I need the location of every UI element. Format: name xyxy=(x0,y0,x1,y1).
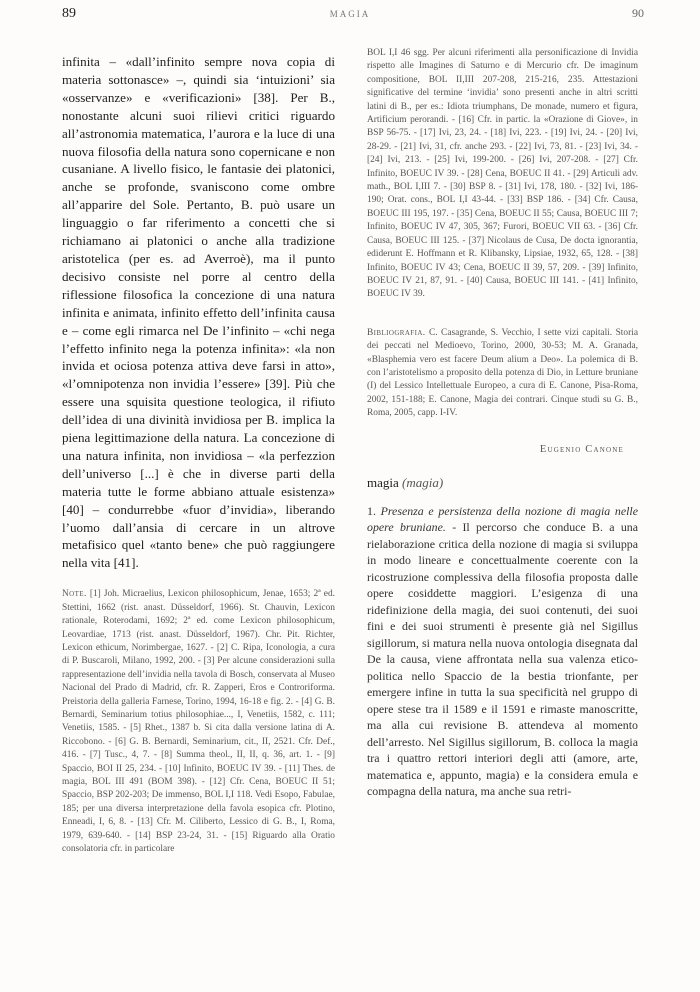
author-signature: Eugenio Canone xyxy=(539,443,624,455)
body-paragraph: infinita – «dall’infinito sempre nova copia di materia sottonasce» –, quindi sia ‘intuizioni’ sia «osservanze» e «verificazioni» [38]. Per B., nonostante alcuni suoi rilievi critici riguardo all’astronomia matematica, l’aurora e la luce di una nuova filosofia della natura sono copernicane e non cusaniane. A livello fisico, le fantasie dei platonici, anche se profonde, svaniscono come ombre all’apparire del Sole. Pertanto, B. può usare un linguaggio o far riferimento a concetti che si richiamano ai platonici o anche alla tradizione aristotelica (per es. ad Averroè), ma il punto decisivo consiste nel porre al centro della riflessione filosofica la concezione di una natura infinita e animata, infinito effetto dell’infinita causa e – come egli rimarca nel De l’infinito – «chi nega l’effetto infinito nega la potenza infinita»: «la non invida et ociosa potenza attiva deve farsi in atto», «l’omnipotenza non invidia l’essere» [39]. Più che essere una squisita questione teologica, il rifiuto dell’idea di una divinità invidiosa per B. implica la piena legittimazione della natura. La concezione di una natura infinita, non invidiosa – «la perfezzion dell’universo [...] è che in diverse parti della materia tutte le forme abbiano attuale esistenza» [40] – condurrebbe «fuor d’invidia», liberando l’uomo dall’ansia di cercare in un altrove metafisico quel «tanto bene» che può raggiungere nella vita [41]. xyxy=(62,54,335,571)
right-column xyxy=(367,47,638,811)
notes-label: Note. xyxy=(62,589,87,600)
entry-title: magia xyxy=(367,474,399,490)
notes-block xyxy=(62,588,335,856)
bibliography xyxy=(367,327,638,421)
bibliography-label: Bibliografia. xyxy=(367,327,426,338)
entry-heading xyxy=(367,475,638,491)
page-number-left: 89 xyxy=(62,6,76,21)
section-paragraph xyxy=(367,503,638,800)
bibliography-text: C. Casagrande, S. Vecchio, I sette vizi capitali. Storia dei peccati nel Medioevo, Torino, 2000, 30-53; M. A. Granada, «Blasphemia vero est facere Deum alium a Deo». La polemica di B. con l’aristotelismo a proposito della potenza di Dio, in Letture bruniane (I) del Lessico Intellettuale Europeo, a cura di E. Canone, Pisa-Roma, 2002, 151-188; E. Canone, Magia dei contrari. Cinque studi su G. B., Roma, 2005, capp. I-IV. xyxy=(367,327,638,419)
page-number-right: 90 xyxy=(632,6,644,20)
section-number: 1. xyxy=(367,503,376,518)
notes-text: [1] Joh. Micraelius, Lexicon philosophicum, Jenae, 1653; 2ª ed. Stettini, 1662 (rist. anast. Düsseldorf, 1966). St. Chauvin, Lexicon rationale, Roterodami, 1692; 2ª ed. come Lexicon philosophicum, Leovardiae, 1713 (rist. anast. Düsseldorf, 1967). Chr. Pit. Richter, Lexicon ethicum, Norimbergae, 1627. - [2] C. Ripa, Iconologia, a cura di P. Buscaroli, Milano, 1992, 200. - [3] Per alcune considerazioni sulla rappresentazione dell’invidia nella tavola di Bosch, conservata al Museo Nacional del Prado di Madrid, cfr. R. Zapperi, Eros e Controriforma. Preistoria della galleria Farnese, Torino, 1994, 16-18 e fig. 2. - [4] G. B. Bernardi, Seminarium totius philosophiae..., I, Venetiis, 1582, c. 111; Venetiis, 1585. - [5] Rhet., 1387 b. Si cita dalla versione latina di A. Riccobono. - [6] G. B. Bernardi, Seminarium, cit., II, 2521. Cfr. Def., 416. - [7] Tusc., 4, 7. - [8] Summa theol., II, II, q. 36, art. 1. - [9] Spaccio, BOI II 25, 234. - [10] Infinito, BOEUC IV 39. - [11] Thes. de magia, BOL III 491 (BOM 398). - [12] Cfr. Cena, BOEUC II 51; Spaccio, BSP 202-203; De immenso, BOL I,I 118. Vedi Esopo, Fabulae, 185; per una diversa interpretazione della favola esopica cfr. Plotino, Enneadi, I, 6, 8. - [13] Cfr. M. Ciliberto, Lessico di G. B., I, Roma, 1979, 639-640. - [14] BSP 23-24, 31. - [15] Riguardo alla Oratio consolatoria cfr. in particolare xyxy=(62,589,335,854)
running-head: MAGIA xyxy=(329,9,371,19)
section-body: - Il percorso che conduce B. a una rielaborazione critica della nozione di magia si sviluppa in modo lineare e concettualmente coerente con la ricostruzione complessiva della filosofia proposta dalle opere cosiddette maggiori. L’esigenza di una ridefinizione della magia, dei suoi contenuti, dei suoi fini e dei suoi strumenti è presente già nel Sigillus sigillorum, si matura nella nuova ontologia disegnata dal De la causa, viene affrontata nella sua valenza etico-politica nello Spaccio de la bestia trionfante, per emergere infine in tutta la sua specificità nel gruppo di opere stese tra il 1589 e il 1591 e rimaste manoscritte, ma alla cui revisione B. attendeva al momento dell’arresto. Nel Sigillus sigillorum, B. colloca la magia tra i quattro rettori interiori degli atti (amore, arte, matematica e, appunto, magia) e la considera emula e compagna della natura, ma anche sua retri- xyxy=(367,520,639,799)
section-title: Presenza e persistenza della nozione di magia nelle opere bruniane. xyxy=(367,503,638,535)
left-column xyxy=(62,53,335,856)
entry-subtitle: (magia) xyxy=(402,474,444,490)
notes-continued: BOL I,I 46 sgg. Per alcuni riferimenti alla personificazione di Invidia rispetto alle Imagines di Saturno e di Mercurio cfr. De imaginum compositione, BOL II,III 207-208, 215-216, 235. Attestazioni significative del termine ‘invidia’ sono presenti anche in altri scritti latini di B., per es.: Idiota triumphans, De monade, numero et figura, Artificium perorandi. - [16] Cfr. in partic. la «Orazione di Giove», in BSP 56-75. - [17] Ivi, 23, 24. - [18] Ivi, 223. - [19] Ivi, 24. - [20] Ivi, 28-29. - [21] Ivi, 31, cfr. anche 293. - [22] Ivi, 73, 81. - [23] Ivi, 34. - [24] Ivi, 213. - [25] Ivi, 199-200. - [26] Ivi, 207-208. - [27] Cfr. Infinito, BOEUC IV 39. - [28] Cena, BOEUC II 41. - [29] Articuli adv. math., BOL I,III 7. - [30] BSP 8. - [31] Ivi, 178, 180. - [32] Ivi, 186-190; Orat. cons., BOL I,I 43-44. - [33] BSP 186. - [34] Cfr. Causa, BOEUC III 195, 197. - [35] Cena, BOEUC II 55; Causa, BOEUC III 7; Infinito, BOEUC IV 47, 305, 367; Furori, BOEUC VII 63. - [36] Cfr. Causa, BOEUC III 125. - [37] Nicolaus de Cusa, De docta ignorantia, ediderunt E. Hoffmann et R. Klibansky, Lipsiae, 1932, 65, 128. - [38] Infinito, BOEUC IV 43; Cena, BOEUC II 39, 57, 209. - [39] Infinito, BOEUC IV 21, 87, 91. - [40] Causa, BOEUC III 141. - [41] Infinito, BOEUC IV 39. xyxy=(367,48,638,300)
